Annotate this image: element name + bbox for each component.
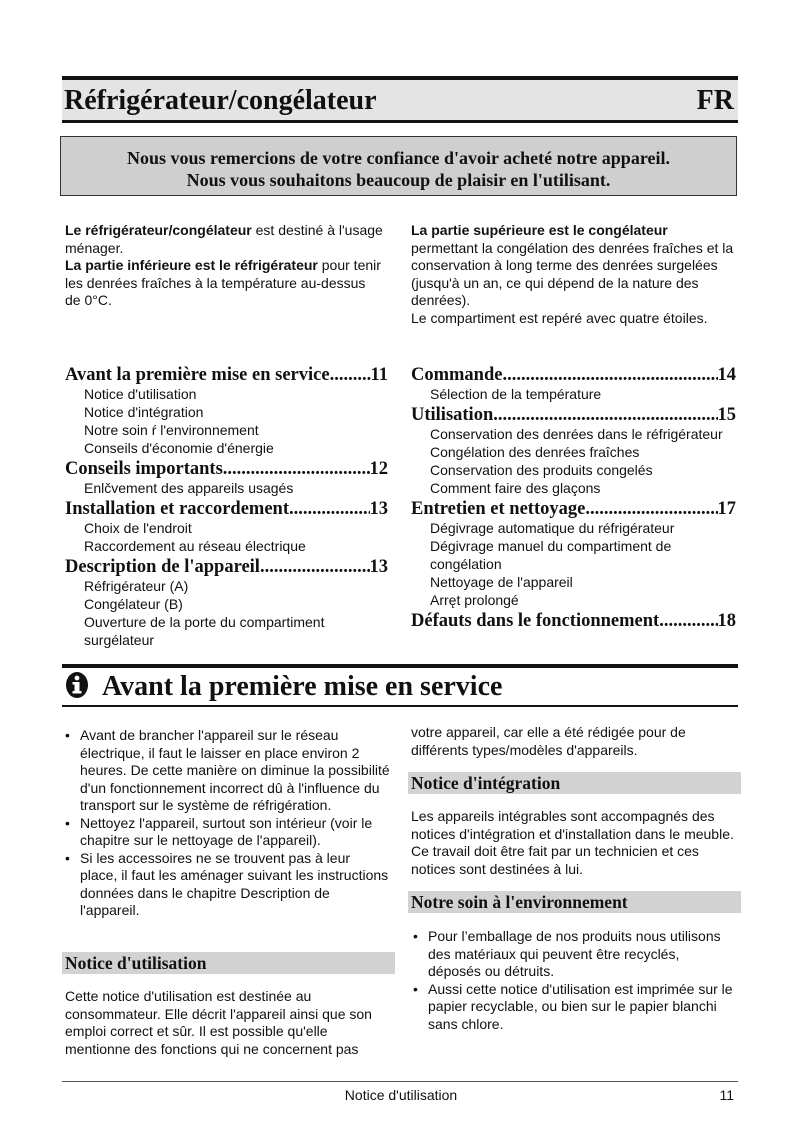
document-title: Réfrigérateur/congélateur	[64, 85, 377, 116]
toc-entry[interactable]	[65, 557, 388, 577]
page-number: 11	[719, 1087, 734, 1103]
info-icon	[64, 670, 90, 700]
bullet-item: • Aussi cette notice d'utilisation est imprimée sur le papier recyclable, ou bien sur le papier blanchi sans chlore.	[411, 981, 736, 1034]
toc-leader-dots	[330, 365, 371, 385]
intro-left	[65, 222, 383, 310]
toc-entry-page: 18	[717, 611, 736, 631]
toc-leader-dots	[289, 499, 369, 519]
toc-leader-dots	[659, 611, 717, 631]
setup-bullet-list	[63, 727, 391, 920]
toc-entry-title: Description de l'appareil	[65, 557, 260, 577]
toc-entry[interactable]	[411, 365, 736, 385]
toc-leader-dots	[260, 557, 370, 577]
toc-entry-page: 12	[369, 459, 388, 479]
toc-entry-title: Entretien et nettoyage	[411, 499, 586, 519]
toc-subitem: Comment faire des glaçons	[430, 480, 601, 496]
toc-subitem: Dégivrage automatique du réfrigérateur	[430, 520, 675, 536]
intro-right-bold-1: La partie supérieure est le congélateur	[411, 222, 668, 238]
toc-subitem: Congélation des denrées fraîches	[430, 444, 640, 460]
toc-subitem: Notice d'intégration	[84, 404, 204, 420]
intro-left-text-1: est destiné à l'usage ménager.	[65, 222, 383, 256]
footer-label: Notice d'utilisation	[344, 1087, 458, 1103]
toc-entry-title: Avant la première mise en service	[65, 365, 330, 385]
toc-entry-title: Conseils importants	[65, 459, 223, 479]
toc-right-column	[411, 365, 736, 631]
toc-leader-dots	[585, 499, 717, 519]
header-bottom-rule	[62, 120, 738, 123]
toc-entry-page: 11	[370, 365, 388, 385]
toc-entry-title: Défauts dans le fonctionnement	[411, 611, 660, 631]
bullet-item: • Nettoyez l'appareil, surtout son intérieur (voir le chapitre sur le nettoyage de l'appareil).	[63, 815, 391, 850]
section-title: Avant la première mise en service	[102, 671, 503, 702]
toc-subitem: Notice d'utilisation	[84, 386, 197, 402]
toc-entry[interactable]	[411, 405, 736, 425]
toc-subitem: Nettoyage de l'appareil	[430, 574, 573, 590]
toc-entry[interactable]	[411, 499, 736, 519]
toc-entry-title: Utilisation	[411, 405, 494, 425]
toc-left-column	[65, 365, 388, 649]
intro-left-bold-1: Le réfrigérateur/congélateur	[65, 222, 252, 238]
intro-left-bold-2: La partie inférieure est le réfrigérateur	[65, 257, 318, 273]
toc-entry[interactable]	[65, 499, 388, 519]
intro-right-text-1: permettant la congélation des denrées fraîches et la conservation à long terme des denrées surgelées (jusqu'à un an, ce qui dépend de la nature des denrées).	[411, 239, 734, 308]
toc-entry-title: Commande	[411, 365, 503, 385]
toc-subitem: Dégivrage manuel du compartiment de congélation	[430, 538, 672, 572]
toc-subitem: Notre soin ŕ l'environnement	[84, 422, 259, 438]
notice-utilisation-continued: votre appareil, car elle a été rédigée pour de différents types/modèles d'appareils.	[411, 724, 686, 758]
notice-utilisation-heading: Notice d'utilisation	[62, 952, 395, 974]
toc-subitem: Sélection de la température	[430, 386, 602, 402]
toc-entry-page: 13	[369, 557, 388, 577]
toc-subitem: Choix de l'endroit	[84, 520, 192, 536]
intro-right	[411, 222, 736, 327]
toc-entry-page: 13	[369, 499, 388, 519]
toc-subitem: Raccordement au réseau électrique	[84, 538, 306, 554]
toc-subitem: Conservation des produits congelés	[430, 462, 653, 478]
toc-entry[interactable]	[65, 459, 388, 479]
bullet-item: • Si les accessoires ne se trouvent pas à leur place, il faut les aménager suivant les instructions données dans le chapitre Description de l'appareil.	[63, 850, 391, 920]
intro-right-text-2: Le compartiment est repéré avec quatre étoiles.	[411, 309, 708, 326]
bullet-item: • Avant de brancher l'appareil sur le réseau électrique, il faut le laisser en place environ 2 heures. De cette manière on diminue la possibilité d'un fonctionnement incorrect dû à l'influence du transport sur le système de réfrigération.	[63, 727, 391, 815]
toc-entry[interactable]	[65, 365, 388, 385]
toc-subitem: Congélateur (B)	[84, 596, 183, 612]
toc-entry-page: 15	[717, 405, 736, 425]
toc-leader-dots	[493, 405, 717, 425]
welcome-line-2: Nous vous souhaitons beaucoup de plaisir en l'utilisant.	[186, 170, 611, 190]
toc-subitem: Arręt prolongé	[430, 592, 519, 608]
toc-subitem: Conservation des denrées dans le réfrigérateur	[430, 426, 723, 442]
toc-entry-title: Installation et raccordement	[65, 499, 290, 519]
section-top-rule	[62, 664, 738, 668]
toc-entry-page: 17	[717, 499, 736, 519]
toc-subitem: Enlčvement des appareils usagés	[84, 480, 294, 496]
notice-integration-heading: Notice d'intégration	[408, 772, 741, 794]
footer-rule	[62, 1081, 738, 1082]
toc-leader-dots	[502, 365, 717, 385]
intro-left-text-2: pour tenir les denrées fraîches à la température au-dessus de 0°C.	[65, 257, 381, 308]
toc-leader-dots	[223, 459, 370, 479]
toc-subitem: Conseils d'économie d'énergie	[84, 440, 274, 456]
notice-integration-text: Les appareils intégrables sont accompagnés des notices d'intégration et d'installation dans le meuble. Ce travail doit être fait par un technicien et ces notices sont destinées à lui.	[411, 808, 734, 877]
environment-bullet-list	[411, 928, 736, 1033]
language-code: FR	[696, 85, 734, 116]
toc-entry-page: 14	[717, 365, 736, 385]
toc-subitem: Réfrigérateur (A)	[84, 578, 189, 594]
environment-heading: Notre soin à l'environnement	[408, 891, 741, 913]
toc-subitem: Ouverture de la porte du compartiment surgélateur	[84, 614, 325, 648]
welcome-line-1: Nous vous remercions de votre confiance d'avoir acheté notre appareil.	[127, 148, 670, 168]
notice-utilisation-text: Cette notice d'utilisation est destinée au consommateur. Elle décrit l'appareil ainsi que son emploi correct et sûr. Il est possible qu'elle mentionne des fonctions qui ne concernent pas	[65, 988, 372, 1057]
section-bottom-rule	[62, 705, 738, 707]
bullet-item: • Pour l’emballage de nos produits nous utilisons des matériaux qui peuvent être recyclés, déposés ou détruits.	[411, 928, 736, 981]
welcome-box	[60, 136, 737, 196]
toc-entry[interactable]	[411, 611, 736, 631]
